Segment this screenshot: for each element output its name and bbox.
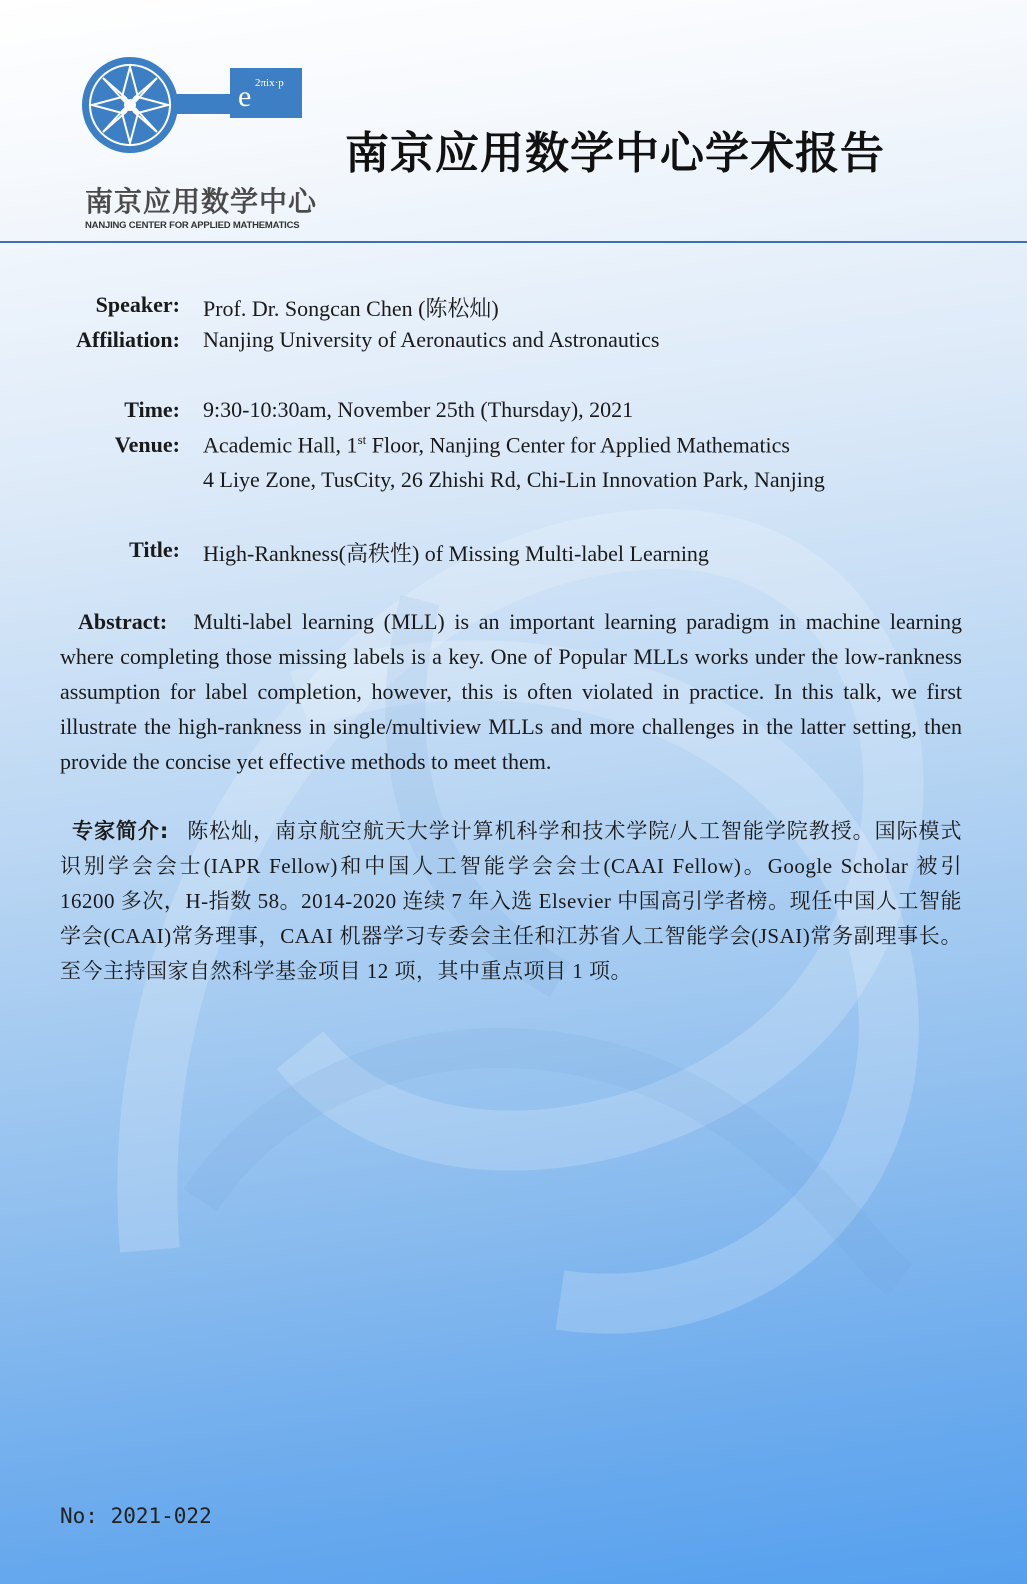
venue-line-1-sup: st bbox=[357, 432, 367, 447]
venue-line-2: 4 Liye Zone, TusCity, 26 Zhishi Rd, Chi-Lin Innovation Park, Nanjing bbox=[203, 467, 825, 492]
speaker-bio bbox=[60, 814, 962, 989]
affiliation-value: Nanjing University of Aeronautics and Astronautics bbox=[203, 327, 660, 352]
document-number: No: 2021-022 bbox=[60, 1504, 212, 1528]
venue-line-1-a: Academic Hall, 1 bbox=[203, 432, 358, 458]
venue-line-1 bbox=[203, 432, 790, 458]
bio-text: 陈松灿，南京航空航天大学计算机科学和技术学院/人工智能学院教授。国际模式识别学会会士(IAPR Fellow)和中国人工智能学会会士(CAAI Fellow)。Google Scholar 被引 16200 多次，H-指数 58。2014-2020 连续 7 年入选 Elsevier 中国高引学者榜。现任中国人工智能学会(CAAI)常务理事，CAAI 机器学习专委会主任和江苏省人工智能学会(JSAI)常务副理事长。至今主持国家自然科学基金项目 12 项，其中重点项目 1 项。 bbox=[60, 819, 962, 983]
title-label: Title: bbox=[129, 537, 180, 562]
speaker-label: Speaker: bbox=[95, 292, 180, 317]
logo-name-cn: 南京应用数学中心 bbox=[85, 185, 318, 218]
title-value: High-Rankness(高秩性) of Missing Multi-label Learning bbox=[203, 541, 709, 566]
time-value: 9:30-10:30am, November 25th (Thursday), 2021 bbox=[203, 397, 634, 422]
speaker-value: Prof. Dr. Songcan Chen (陈松灿) bbox=[203, 296, 499, 321]
time-label: Time: bbox=[124, 397, 180, 422]
logo-name-en: NANJING CENTER FOR APPLIED MATHEMATICS bbox=[85, 220, 300, 231]
venue-label: Venue: bbox=[114, 432, 180, 457]
logo-formula-base: e bbox=[238, 80, 252, 113]
bio-label: 专家简介: bbox=[72, 819, 169, 843]
abstract-label: Abstract: bbox=[78, 609, 168, 634]
logo-formula-exponent: 2πix·p bbox=[255, 77, 284, 89]
venue-line-1-b: Floor, Nanjing Center for Applied Mathematics bbox=[366, 432, 790, 458]
abstract bbox=[60, 604, 962, 779]
abstract-text: Multi-label learning (MLL) is an important learning paradigm in machine learning where completing those missing labels is a key. One of Popular MLLs works under the low-rankness assumption for label completion, however, this is often violated in practice. In this talk, we first illustrate the high-rankness in single/multiview MLLs and more challenges in the latter setting, then provide the concise yet effective methods to meet them. bbox=[60, 609, 962, 774]
header-divider bbox=[0, 241, 1027, 243]
nanjing-center-logo-icon bbox=[80, 50, 310, 170]
page-title: 南京应用数学中心学术报告 bbox=[345, 128, 885, 179]
affiliation-label: Affiliation: bbox=[76, 327, 180, 352]
header bbox=[0, 0, 1027, 244]
